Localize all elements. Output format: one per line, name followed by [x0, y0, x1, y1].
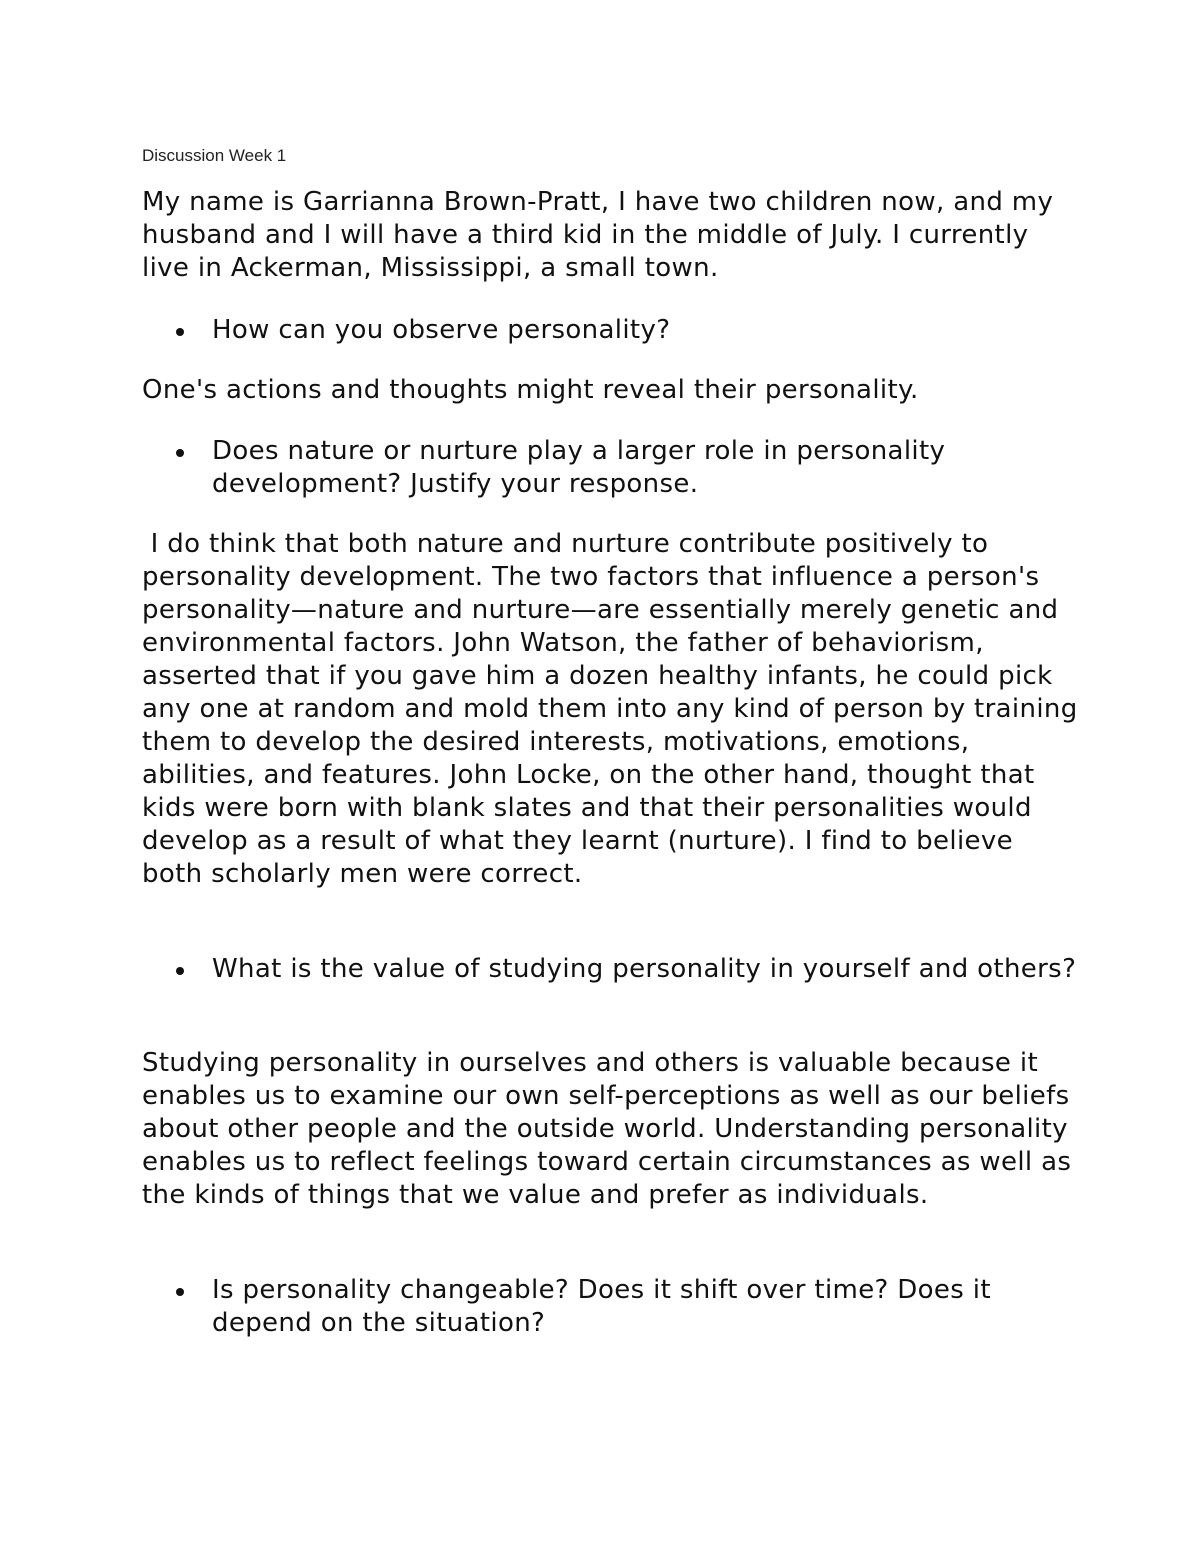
question-1-text: How can you observe personality?	[212, 315, 671, 345]
answer-1-paragraph: One's actions and thoughts might reveal their personality.	[142, 375, 919, 405]
bullet-icon	[176, 1288, 184, 1296]
bullet-icon	[176, 328, 184, 336]
question-3-text: What is the value of studying personality in yourself and others?	[212, 954, 1077, 984]
intro-paragraph: My name is Garrianna Brown-Pratt, I have two children now, and my husband and I will have a third kid in the middle of July. I currently live in Ackerman, Mississippi, a small town.	[142, 187, 1054, 283]
document-heading: Discussion Week 1	[142, 146, 287, 165]
answer-3-paragraph: Studying personality in ourselves and others is valuable because it enables us to examine our own self-perceptions as well as our beliefs about other people and the outside world. Understanding personality enables us to reflect feelings toward certain circumstances as well as the kinds of things that we value and prefer as individuals.	[142, 1048, 1072, 1210]
bullet-icon	[176, 967, 184, 975]
answer-2-paragraph: I do think that both nature and nurture contribute positively to personality development. The two factors that influence a person's personality—nature and nurture—are essentially merely genetic and environmental factors. John Watson, the father of behaviorism, asserted that if you gave him a dozen healthy infants, he could pick any one at random and mold them into any kind of person by training them to develop the desired interests, motivations, emotions, abilities, and features. John Locke, on the other hand, thought that kids were born with blank slates and that their personalities would develop as a result of what they learnt (nurture). I find to believe both scholarly men were correct.	[142, 529, 1087, 889]
question-2-text: Does nature or nurture play a larger role in personality development? Justify your response.	[212, 436, 946, 499]
bullet-icon	[176, 449, 184, 457]
question-4-text: Is personality changeable? Does it shift over time? Does it depend on the situation?	[212, 1275, 991, 1338]
